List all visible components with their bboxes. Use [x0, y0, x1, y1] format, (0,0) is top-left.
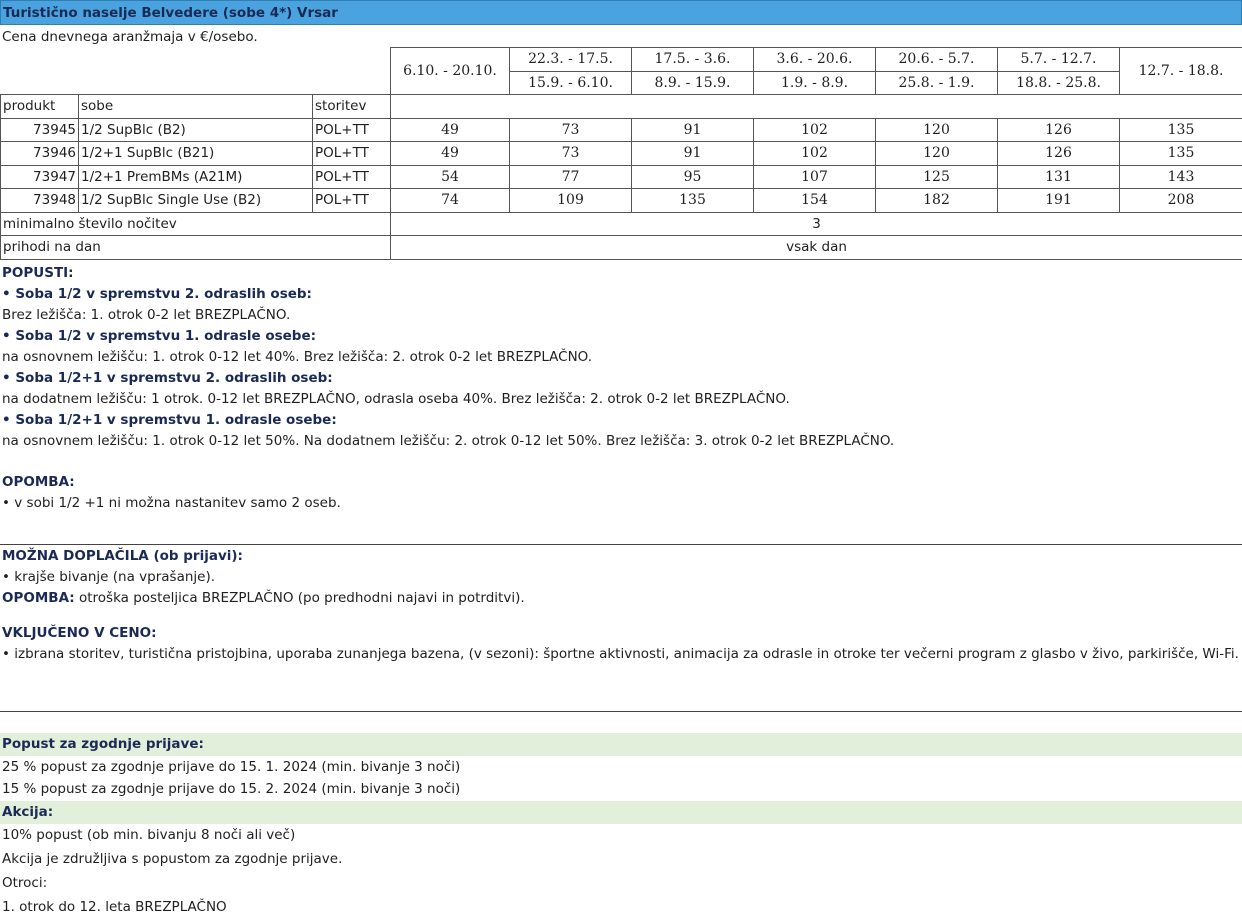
produkt-cell: 73948 — [1, 189, 79, 213]
doplacila-note-text: otroška posteljica BREZPLAČNO (po predhodni najavi in potrditvi). — [74, 590, 525, 606]
price-cell: 182 — [876, 189, 998, 213]
storitev-cell: POL+TT — [313, 142, 391, 166]
sobe-cell: 1/2 SupBlc (B2) — [79, 118, 313, 142]
table-row — [1, 118, 1242, 142]
price-cell: 131 — [998, 165, 1120, 189]
price-cell: 208 — [1120, 189, 1242, 213]
header-blank — [1, 48, 391, 95]
zgodnje-line-1: 25 % popust za zgodnje prijave do 15. 1. 2024 (min. bivanje 3 noči) — [2, 759, 461, 775]
period-4a: 20.6. - 5.7. — [876, 48, 998, 72]
price-cell: 135 — [632, 189, 754, 213]
price-cell: 126 — [998, 142, 1120, 166]
produkt-cell: 73945 — [1, 118, 79, 142]
price-cell: 107 — [754, 165, 876, 189]
price-cell: 135 — [1120, 142, 1242, 166]
price-cell: 143 — [1120, 165, 1242, 189]
divider-2 — [0, 711, 1242, 712]
price-cell: 125 — [876, 165, 998, 189]
produkt-cell: 73947 — [1, 165, 79, 189]
vkljuceno-section — [2, 623, 1240, 665]
vkljuceno-heading: VKLJUČENO V CENO: — [2, 625, 157, 641]
period-3b: 1.9. - 8.9. — [754, 71, 876, 95]
period-1b: 15.9. - 6.10. — [510, 71, 632, 95]
price-cell: 109 — [510, 189, 632, 213]
opomba-heading: OPOMBA: — [2, 474, 75, 490]
period-5a: 5.7. - 12.7. — [998, 48, 1120, 72]
price-cell: 73 — [510, 118, 632, 142]
period-4b: 25.8. - 1.9. — [876, 71, 998, 95]
popust-title-2: • Soba 1/2 v spremstvu 1. odrasle osebe: — [2, 328, 317, 344]
period-2a: 17.5. - 3.6. — [632, 48, 754, 72]
table-row — [1, 165, 1242, 189]
price-cell: 135 — [1120, 118, 1242, 142]
price-subtitle: Cena dnevnega aranžmaja v €/osebo. — [2, 29, 258, 45]
price-cell: 73 — [510, 142, 632, 166]
price-cell: 54 — [391, 165, 510, 189]
price-cell: 49 — [391, 118, 510, 142]
storitev-cell: POL+TT — [313, 118, 391, 142]
period-5b: 18.8. - 25.8. — [998, 71, 1120, 95]
arrivals-row — [1, 236, 1242, 260]
zgodnje-heading: Popust za zgodnje prijave: — [0, 733, 1242, 756]
price-cell: 102 — [754, 142, 876, 166]
doplacila-heading: MOŽNA DOPLAČILA (ob prijavi): — [2, 548, 243, 564]
opomba-text: • v sobi 1/2 +1 ni možna nastanitev samo 2 oseb. — [2, 495, 341, 511]
divider-1 — [0, 544, 1242, 545]
period-0: 6.10. - 20.10. — [391, 48, 510, 95]
arrivals-value: vsak dan — [391, 236, 1242, 260]
storitev-cell: POL+TT — [313, 165, 391, 189]
price-cell: 120 — [876, 142, 998, 166]
period-6: 12.7. - 18.8. — [1120, 48, 1242, 95]
doplacila-section — [2, 546, 1240, 609]
period-row-top — [1, 48, 1242, 72]
page-title: Turistično naselje Belvedere (sobe 4*) Vrsar — [0, 0, 1242, 25]
price-cell: 191 — [998, 189, 1120, 213]
min-nights-label: minimalno število nočitev — [1, 212, 391, 236]
opomba-section — [2, 472, 1240, 514]
popust-text-4: na osnovnem ležišču: 1. otrok 0-12 let 50%. Na dodatnem ležišču: 2. otrok 0-12 let 50%. Brez ležišča: 3. otrok 0-2 let BREZPLAČNO. — [2, 433, 895, 449]
min-nights-value: 3 — [391, 212, 1242, 236]
doplacila-note-label: OPOMBA: — [2, 590, 75, 606]
price-cell: 154 — [754, 189, 876, 213]
popust-title-4: • Soba 1/2+1 v spremstvu 1. odrasle osebe: — [2, 412, 337, 428]
storitev-cell: POL+TT — [313, 189, 391, 213]
col-blank — [391, 95, 1242, 119]
price-cell: 102 — [754, 118, 876, 142]
popust-text-3: na dodatnem ležišču: 1 otrok. 0-12 let BREZPLAČNO, odrasla oseba 40%. Brez ležišča: 2. otrok 0-2 let BREZPLAČNO. — [2, 391, 790, 407]
column-header-row — [1, 95, 1242, 119]
price-table — [0, 47, 1242, 260]
doplacila-text: • krajše bivanje (na vprašanje). — [2, 569, 216, 585]
popust-title-1: • Soba 1/2 v spremstvu 2. odraslih oseb: — [2, 286, 312, 302]
vkljuceno-text: • izbrana storitev, turistična pristojbina, uporaba zunanjega bazena, (v sezoni): športne aktivnosti, animacija za odrasle in otroke ter večerni program z glasbo v živo, parkirišče, Wi-Fi. — [2, 646, 1239, 662]
col-storitev: storitev — [313, 95, 391, 119]
akcija-line-2: Akcija je združljiva s popustom za zgodnje prijave. — [2, 851, 343, 867]
akcija-line-3: Otroci: — [2, 875, 48, 891]
akcija-heading: Akcija: — [0, 801, 1242, 824]
period-3a: 3.6. - 20.6. — [754, 48, 876, 72]
col-produkt: produkt — [1, 95, 79, 119]
price-rows — [1, 118, 1242, 212]
sobe-cell: 1/2 SupBlc Single Use (B2) — [79, 189, 313, 213]
price-cell: 49 — [391, 142, 510, 166]
period-2b: 8.9. - 15.9. — [632, 71, 754, 95]
zgodnje-line-2: 15 % popust za zgodnje prijave do 15. 2. 2024 (min. bivanje 3 noči) — [2, 781, 461, 797]
sobe-cell: 1/2+1 PremBMs (A21M) — [79, 165, 313, 189]
arrivals-label: prihodi na dan — [1, 236, 391, 260]
price-cell: 77 — [510, 165, 632, 189]
price-cell: 91 — [632, 118, 754, 142]
akcija-line-4: 1. otrok do 12. leta BREZPLAČNO — [2, 899, 227, 915]
period-1a: 22.3. - 17.5. — [510, 48, 632, 72]
table-row — [1, 189, 1242, 213]
popusti-section — [2, 263, 1240, 452]
min-nights-row — [1, 212, 1242, 236]
doplacila-note — [2, 588, 1240, 609]
popust-title-3: • Soba 1/2+1 v spremstvu 2. odraslih oseb: — [2, 370, 333, 386]
popusti-heading: POPUSTI: — [2, 265, 74, 281]
price-cell: 91 — [632, 142, 754, 166]
price-cell: 126 — [998, 118, 1120, 142]
sobe-cell: 1/2+1 SupBlc (B21) — [79, 142, 313, 166]
akcija-line-1: 10% popust (ob min. bivanju 8 noči ali več) — [2, 827, 296, 843]
table-row — [1, 142, 1242, 166]
col-sobe: sobe — [79, 95, 313, 119]
price-cell: 120 — [876, 118, 998, 142]
popust-text-1: Brez ležišča: 1. otrok 0-2 let BREZPLAČNO. — [2, 307, 291, 323]
price-cell: 74 — [391, 189, 510, 213]
produkt-cell: 73946 — [1, 142, 79, 166]
popust-text-2: na osnovnem ležišču: 1. otrok 0-12 let 40%. Brez ležišča: 2. otrok 0-2 let BREZPLAČNO. — [2, 349, 593, 365]
price-cell: 95 — [632, 165, 754, 189]
